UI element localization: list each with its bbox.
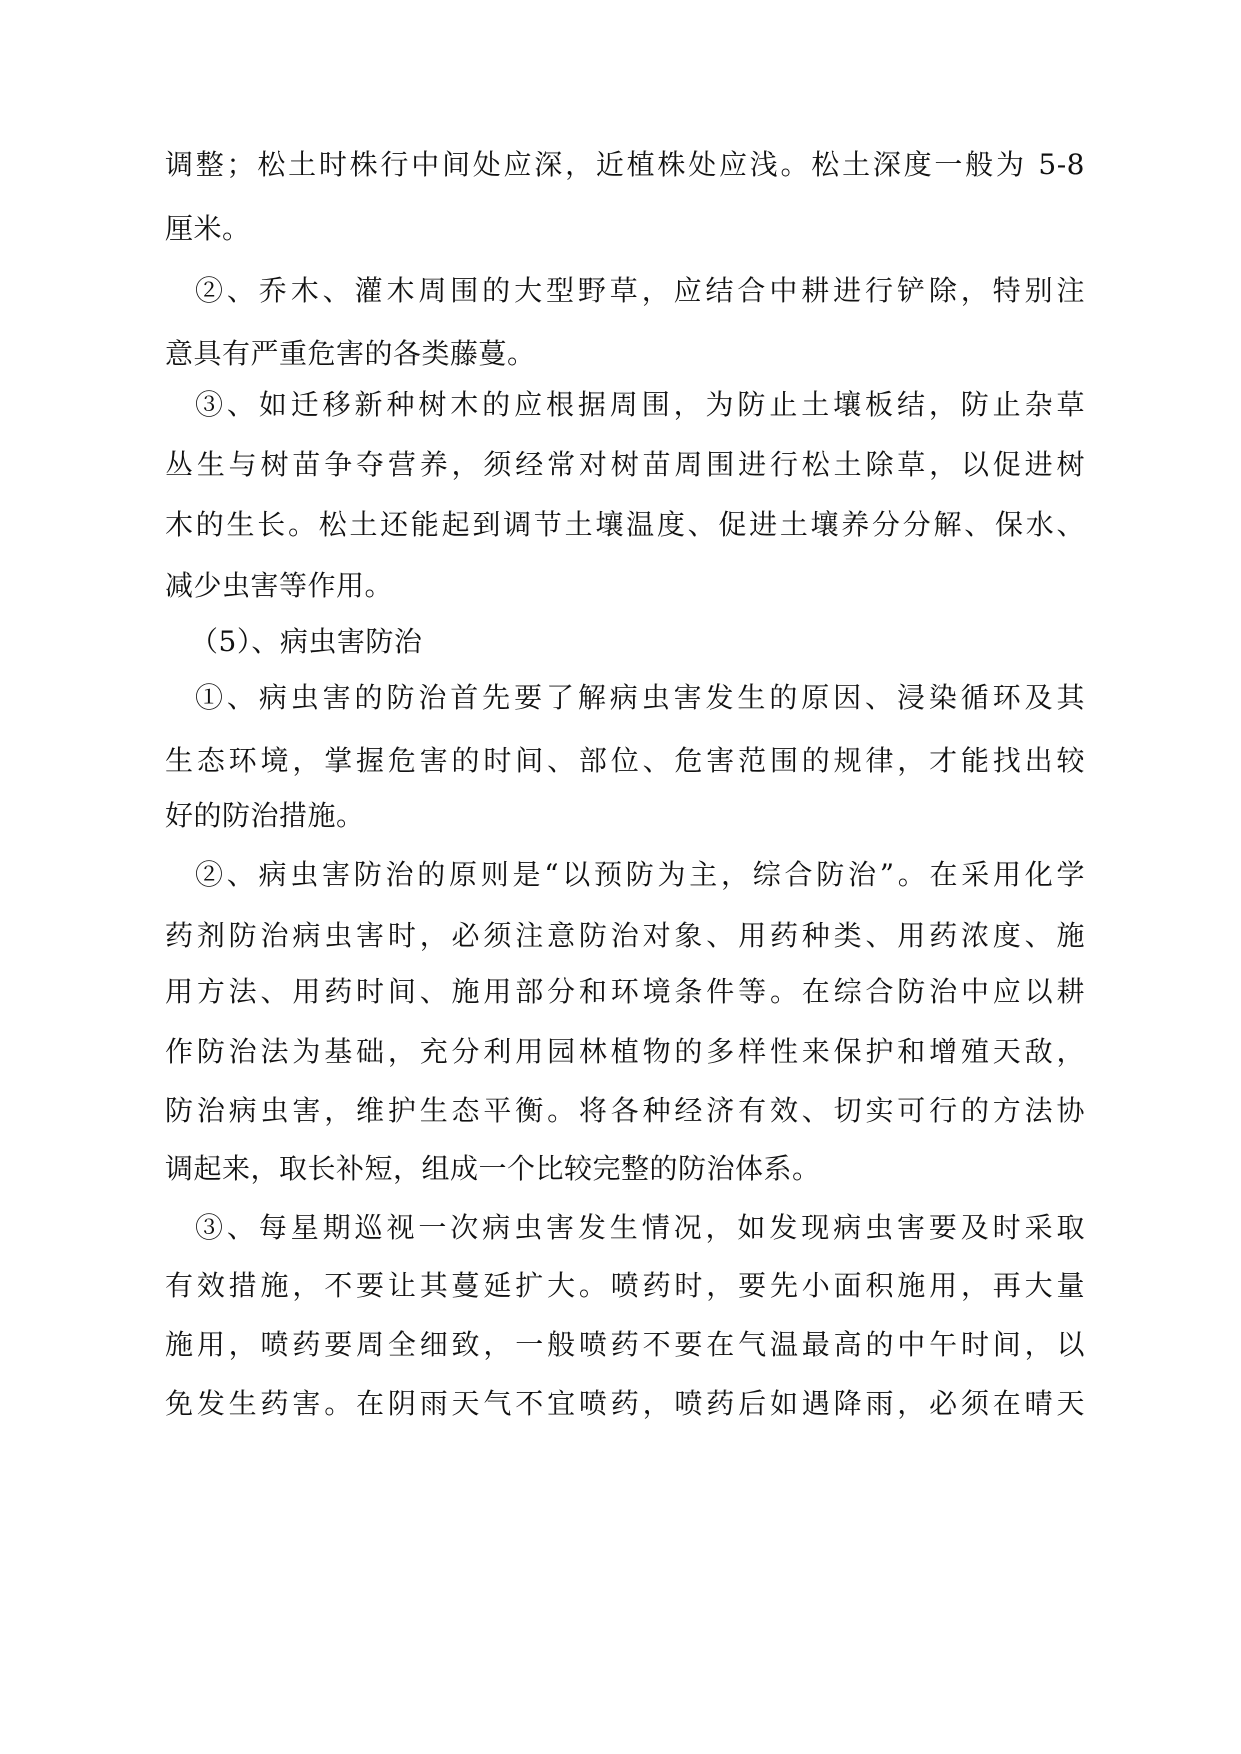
- text-line: 有效措施，不要让其蔓延扩大。喷药时，要先小面积施用，再大量: [165, 1269, 1085, 1302]
- text-line: ②、病虫害防治的原则是“以预防为主，综合防治”。在采用化学: [195, 858, 1085, 891]
- section-heading: （5）、病虫害防治: [190, 625, 423, 658]
- text-line: 生态环境，掌握危害的时间、部位、危害范围的规律，才能找出较: [165, 744, 1085, 777]
- text-line: ②、乔木、灌木周围的大型野草，应结合中耕进行铲除，特别注: [195, 274, 1085, 307]
- text-line: 丛生与树苗争夺营养，须经常对树苗周围进行松土除草，以促进树: [165, 448, 1085, 481]
- text-line: 作防治法为基础，充分利用园林植物的多样性来保护和增殖天敌，: [165, 1035, 1085, 1068]
- text-line: 防治病虫害，维护生态平衡。将各种经济有效、切实可行的方法协: [165, 1094, 1085, 1127]
- text-line: 减少虫害等作用。: [165, 569, 394, 602]
- text-line: ③、如迁移新种树木的应根据周围，为防止土壤板结，防止杂草: [195, 388, 1085, 421]
- text-line: 意具有严重危害的各类藤蔓。: [165, 337, 536, 370]
- text-line: 厘米。: [165, 212, 251, 245]
- text-line: 调起来，取长补短，组成一个比较完整的防治体系。: [165, 1152, 821, 1185]
- text-line: 木的生长。松土还能起到调节土壤温度、促进土壤养分分解、保水、: [165, 508, 1085, 541]
- text-line: 调整；松土时株行中间处应深，近植株处应浅。松土深度一般为 5-8: [165, 148, 1085, 181]
- text-line: 用方法、用药时间、施用部分和环境条件等。在综合防治中应以耕: [165, 975, 1085, 1008]
- text-line: ③、每星期巡视一次病虫害发生情况，如发现病虫害要及时采取: [195, 1211, 1085, 1244]
- text-line: 药剂防治病虫害时，必须注意防治对象、用药种类、用药浓度、施: [165, 919, 1085, 952]
- text-line: 好的防治措施。: [165, 799, 365, 832]
- text-line: ①、病虫害的防治首先要了解病虫害发生的原因、浸染循环及其: [195, 681, 1085, 714]
- text-line: 施用，喷药要周全细致，一般喷药不要在气温最高的中午时间，以: [165, 1328, 1085, 1361]
- text-line: 免发生药害。在阴雨天气不宜喷药，喷药后如遇降雨，必须在晴天: [165, 1387, 1085, 1420]
